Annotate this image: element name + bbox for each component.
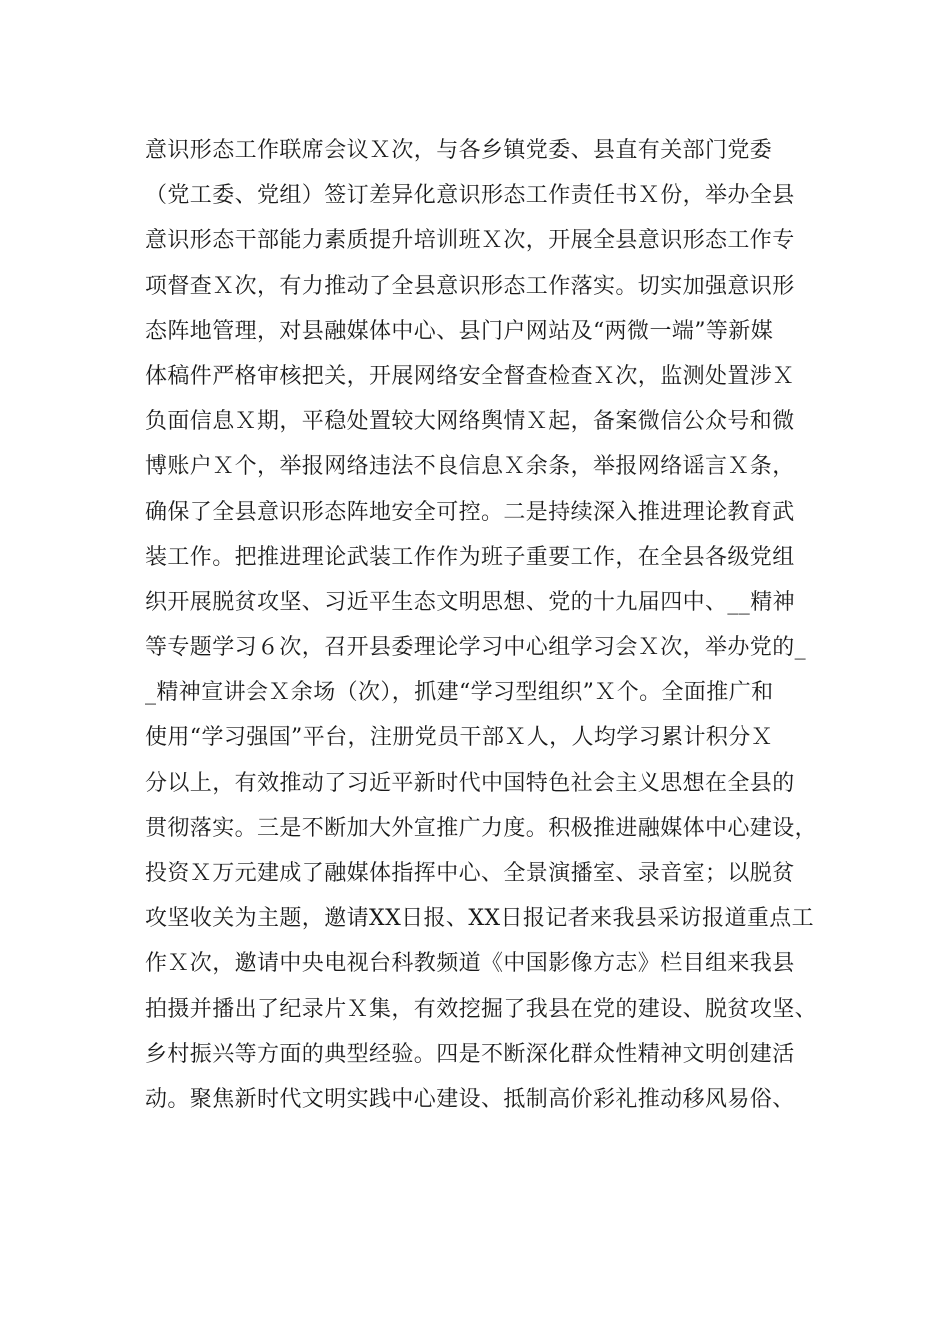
text-line: 乡村振兴等方面的典型经验。四是不断深化群众性精神文明创建活: [145, 1041, 795, 1067]
text-line: 分以上，有效推动了习近平新时代中国特色社会主义思想在全县的: [145, 770, 795, 796]
text-line: 体稿件严格审核把关，开展网络安全督查检查Ｘ次，监测处置涉Ｘ: [145, 363, 795, 389]
text-line: 动。聚焦新时代文明实践中心建设、抵制高价彩礼推动移风易俗、: [145, 1086, 795, 1112]
text-line: 使用“学习强国”平台，注册党员干部Ｘ人，人均学习累计积分Ｘ: [145, 725, 774, 751]
text-line: 作Ｘ次，邀请中央电视台科教频道《中国影像方志》栏目组来我县: [145, 951, 795, 977]
body-text: [145, 128, 825, 1122]
text-line: （党工委、党组）签订差异化意识形态工作责任书Ｘ份，举办全县: [145, 183, 795, 209]
text-line: 意识形态干部能力素质提升培训班Ｘ次，开展全县意识形态工作专: [145, 228, 795, 254]
text-line: 贯彻落实。三是不断加大外宣推广力度。积极推进融媒体中心建设，: [145, 815, 818, 841]
text-line: 等专题学习６次，召开县委理论学习中心组学习会Ｘ次，举办党的_: [145, 635, 807, 661]
text-line: 投资Ｘ万元建成了融媒体指挥中心、全景演播室、录音室；以脱贫: [145, 861, 795, 886]
text-line: 意识形态工作联席会议Ｘ次，与各乡镇党委、县直有关部门党委: [145, 138, 773, 163]
text-line: 项督查Ｘ次，有力推动了全县意识形态工作落实。切实加强意识形: [145, 273, 795, 299]
text-line: 确保了全县意识形态阵地安全可控。二是持续深入推进理论教育武: [145, 499, 795, 525]
text-line: _精神宣讲会Ｘ余场（次），抓建“学习型组织”Ｘ个。全面推广和: [145, 680, 774, 706]
text-line: 负面信息Ｘ期，平稳处置较大网络舆情Ｘ起，备案微信公众号和微: [145, 409, 795, 435]
text-line: 攻坚收关为主题，邀请XX日报、XX日报记者来我县采访报道重点工: [145, 906, 815, 932]
text-line: 态阵地管理，对县融媒体中心、县门户网站及“两微一端”等新媒: [145, 318, 774, 344]
text-line: 拍摄并播出了纪录片Ｘ集，有效挖掘了我县在党的建设、脱贫攻坚、: [145, 996, 818, 1022]
text-line: 织开展脱贫攻坚、习近平生态文明思想、党的十九届四中、__精神: [145, 589, 796, 615]
text-line: 博账户Ｘ个，举报网络违法不良信息Ｘ余条，举报网络谣言Ｘ条，: [145, 454, 795, 480]
text-line: 装工作。把推进理论武装工作作为班子重要工作，在全县各级党组: [145, 544, 795, 570]
